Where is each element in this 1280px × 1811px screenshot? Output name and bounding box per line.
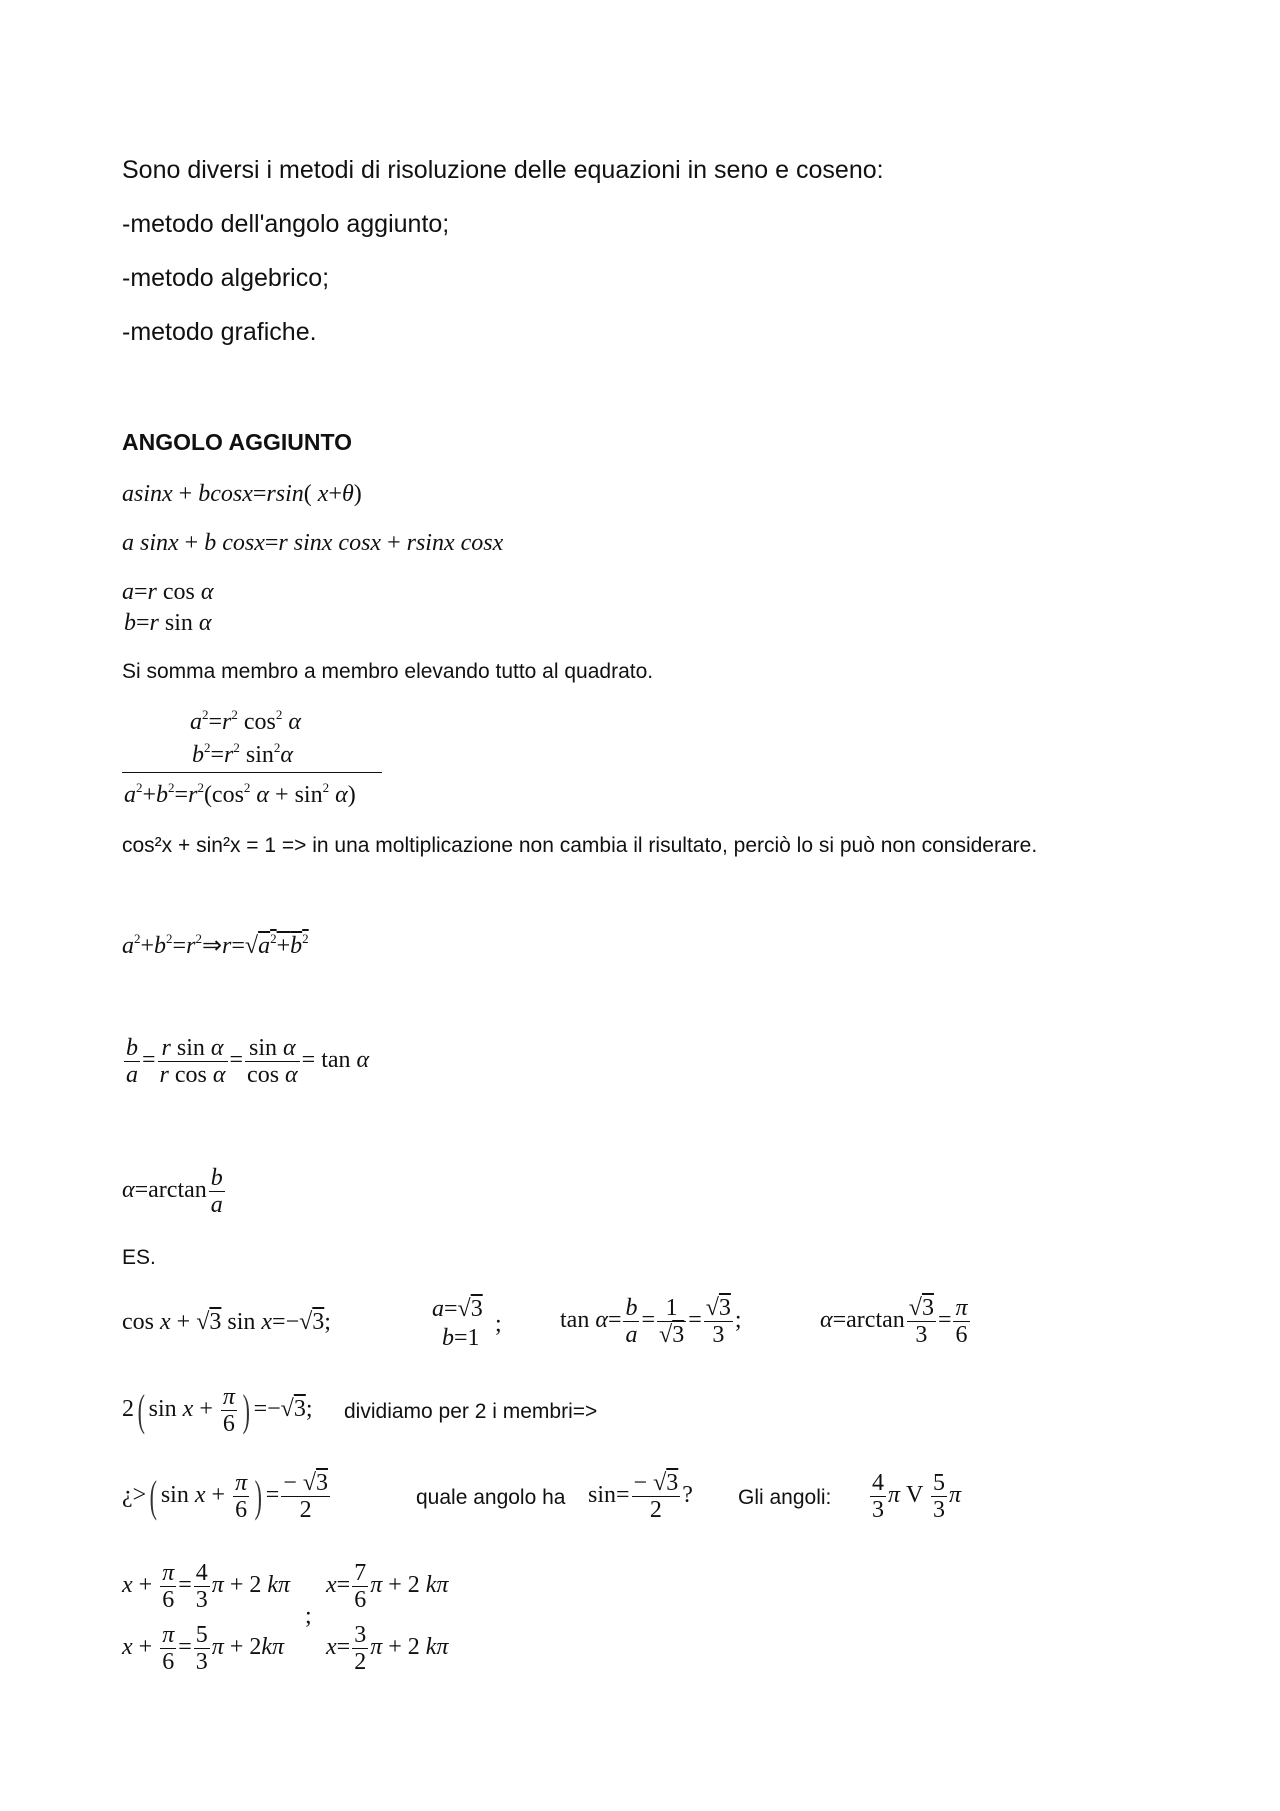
example-alpha: α=arctan $\frac{√3}{3}$ = $\frac{\pi}{6}$ [820, 1295, 968, 1348]
formula-sum: $a^2+b^2=r^2(\cos^2$ $\alpha + \sin^2 \alpha$) [124, 780, 356, 808]
intro-line: Sono diversi i metodi di risoluzione delle equazioni in seno e coseno: [122, 156, 884, 184]
formula-b-squared: $b^2=r^2$ $\sin^2\alpha$ [192, 740, 294, 768]
identity-text: cos²x + sin²x = 1 => in una moltiplicazione non cambia il risultato, perciò lo si può non considerare. [122, 834, 1038, 857]
question-text: quale angolo ha [416, 1486, 566, 1509]
method-item-3: -metodo grafiche. [122, 318, 317, 346]
example-step-3: ¿>( sin x + $\frac{\pi}{6}$ ) = $\frac{- √3}{2}$ [122, 1470, 329, 1523]
formula-a: a=r cos α [122, 579, 214, 605]
formula-expansion: a sinx + b cosx=r sinx cosx + rsinx cosx [122, 530, 504, 556]
method-item-1: -metodo dell'angolo aggiunto; [122, 210, 450, 238]
example-step-2: 2( sin x + $\frac{\pi}{6}$ ) =−√3; [122, 1384, 313, 1437]
solution-1a: x + $\frac{\pi}{6}$ = $\frac{4}{3}$ π + 2 kπ [122, 1560, 291, 1613]
formula-r: $a^2+b^2=r^2\Rightarrow r=√a^2+b^2$ [122, 931, 309, 959]
sum-rule [122, 772, 382, 773]
example-semicolon: ; [495, 1311, 502, 1337]
solution-2b: x= $\frac{3}{2}$ π + 2 kπ [326, 1622, 449, 1675]
formula-angolo-aggiunto: asinx + bcosx=rsin( x+θ) [122, 481, 362, 507]
formula-a-squared: $a^2=r^2$ $\cos^2 \alpha$ [190, 707, 301, 735]
example-a: a=√3 [432, 1296, 483, 1322]
example-tan: tan α= $\frac{b}{a}$ = $\frac{1}{√3}$ = $\frac{√3}{3}$ ; [560, 1295, 742, 1348]
solution-2a: x + $\frac{\pi}{6}$ = $\frac{5}{3}$ π + 2kπ [122, 1622, 285, 1675]
solution-1b: x= $\frac{7}{6}$ π + 2 kπ [326, 1560, 449, 1613]
question-formula: sin= $\frac{- √3}{2}$ ? [588, 1470, 693, 1523]
angles-formula: $\frac{4}{3}$ π V $\frac{5}{3}$ π [872, 1470, 961, 1523]
formula-tan: $\frac{b}{a}$ = $\frac{\text{r sin α}}{\text{r cos α}}$ = $\frac{\text{sin α}}{\text{cos α}}$ = tan α [126, 1035, 370, 1088]
example-label: ES. [122, 1246, 156, 1269]
example-b: b=1 [442, 1325, 480, 1351]
solution-semicolon: ; [305, 1603, 312, 1629]
method-item-2: -metodo algebrico; [122, 264, 330, 292]
angles-text: Gli angoli: [738, 1486, 832, 1509]
formula-b: b=r sin α [124, 610, 212, 636]
sum-text: Si somma membro a membro elevando tutto al quadrato. [122, 660, 654, 683]
example-equation: cos x + √3 sin x=−√3; [122, 1309, 331, 1335]
formula-arctan: α=arctan $\frac{b}{a}$ [122, 1165, 223, 1218]
divide-text: dividiamo per 2 i membri=> [344, 1400, 598, 1423]
section-heading: ANGOLO AGGIUNTO [122, 429, 352, 455]
